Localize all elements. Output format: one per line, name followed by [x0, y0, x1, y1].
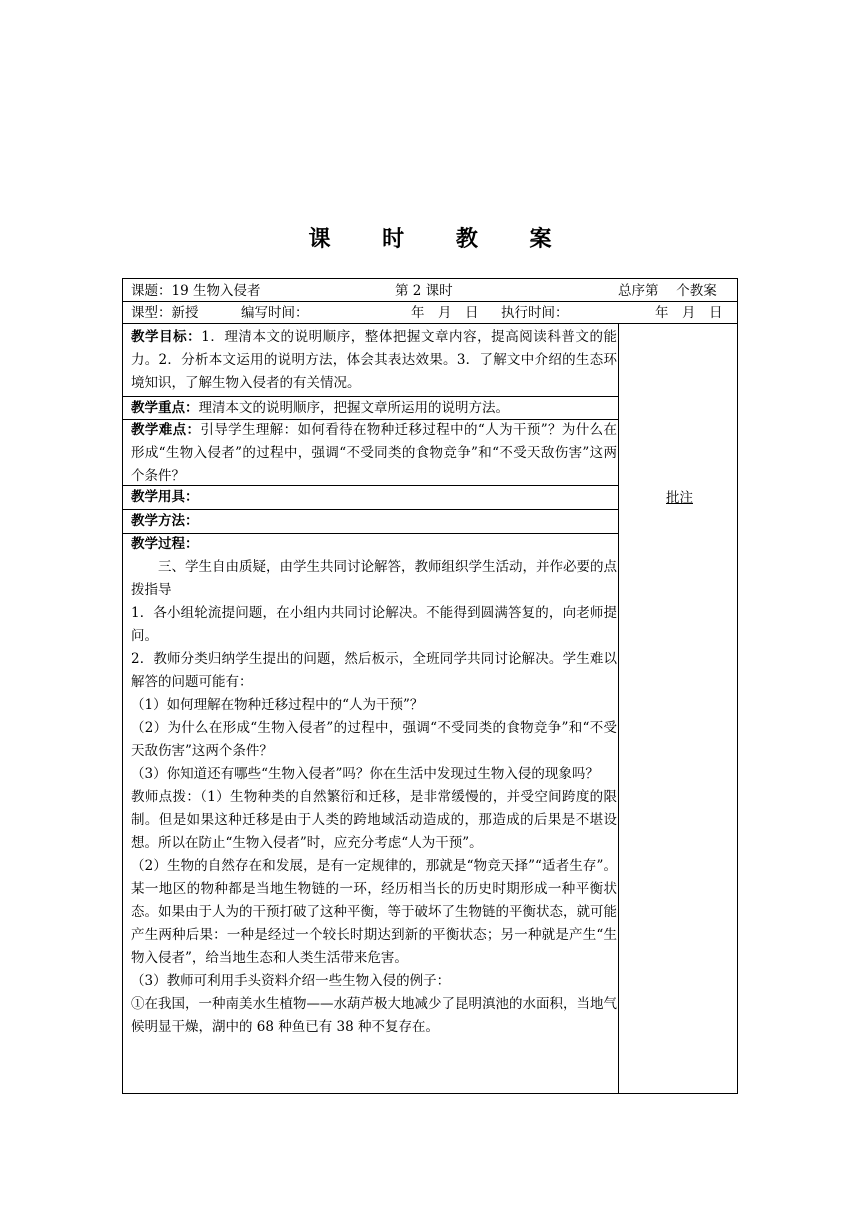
difficulties-label: 教学难点： — [131, 422, 201, 438]
topic-field: 课题：19 生物入侵者 — [131, 283, 261, 299]
page-title: 课 时 教 案 — [308, 226, 574, 252]
objectives-text: 1．理清本文的说明顺序，整体把握文章内容，提高阅读科普文的能力。2．分析本文运用的说明方法，体会其表达效果。3．了解文中介绍的生态环境知识，了解生物入侵者的有关情况。 — [131, 329, 618, 391]
difficulties-text: 引导学生理解：如何看待在物种迁移过程中的“人为干预”？为什么在形成“生物入侵者”的过程中，强调“不受同类的食物竞争”和“不受天敌伤害”这两个条件？ — [131, 422, 617, 484]
annotation-label: 批注 — [666, 490, 693, 506]
rule — [123, 323, 738, 324]
key-points-text: 理清本文的说明顺序，把握文章所运用的说明方法。 — [198, 400, 509, 416]
key-points-cell — [131, 397, 617, 420]
exec-date: 年 月 日 — [655, 305, 723, 321]
tools-label: 教学用具： — [131, 489, 199, 505]
methods-cell — [131, 510, 617, 533]
lesson-plan-table — [122, 278, 738, 1094]
process-paragraph: 教师点拨：（1）生物种类的自然繁衍和迁移，是非常缓慢的，并受空间跨度的限制。但是如果这种迁移是由于人类的跨地域活动造成的，那造成的后果是不堪设想。所以在防止“生物入侵者”时，应充分考虑“人为干预”。 — [131, 789, 617, 851]
process-paragraph: ①在我国，一种南美水生植物——水葫芦极大地减少了昆明滇池的水面积，当地气候明显干燥，湖中的 68 种鱼已有 38 种不复存在。 — [131, 996, 617, 1035]
process-paragraph: 2．教师分类归纳学生提出的问题，然后板示，全班同学共同讨论解决。学生难以解答的问题可能有： — [131, 651, 617, 690]
objectives-cell — [131, 326, 617, 395]
column-divider — [618, 323, 619, 1093]
process-paragraph: （3）教师可利用手头资料介绍一些生物入侵的例子： — [131, 973, 451, 989]
lesson-type-field: 课型：新授 — [131, 305, 199, 321]
compile-date: 年 月 日 — [411, 305, 479, 321]
exec-time-label: 执行时间： — [501, 305, 569, 321]
rule — [123, 301, 738, 302]
process-paragraph: （1）如何理解在物种迁移过程中的“人为干预”？ — [131, 697, 424, 713]
process-paragraph: 三、学生自由质疑，由学生共同讨论解答，教师组织学生活动，并作必要的点拨指导 — [131, 559, 617, 598]
lesson-number-field: 第 2 课时 — [395, 283, 453, 299]
process-cell — [131, 533, 617, 1039]
serial-number-field: 总序第 个教案 — [618, 283, 717, 299]
difficulties-cell — [131, 419, 617, 488]
process-paragraph: （3）你知道还有哪些“生物入侵者”吗？你在生活中发现过生物入侵的现象吗？ — [131, 766, 599, 782]
compile-time-label: 编写时间： — [241, 305, 309, 321]
tools-cell — [131, 486, 617, 509]
methods-label: 教学方法： — [131, 513, 199, 529]
process-paragraph: 1．各小组轮流提问题，在小组内共同讨论解决。不能得到圆满答复的，向老师提问。 — [131, 605, 617, 644]
process-label: 教学过程： — [131, 536, 199, 552]
key-points-label: 教学重点： — [131, 400, 199, 416]
process-paragraph: （2）为什么在形成“生物入侵者”的过程中，强调“不受同类的食物竞争”和“不受天敌伤害”这两个条件？ — [131, 720, 617, 759]
objectives-label: 教学目标： — [131, 329, 202, 345]
process-paragraph: （2）生物的自然存在和发展，是有一定规律的，那就是“物竞天择”“适者生存”。某一地区的物种都是当地生物链的一环，经历相当长的历史时期形成一种平衡状态。如果由于人为的干预打破了这种平衡，等于破坏了生物链的平衡状态，就可能产生两种后果：一种是经过一个较长时期达到新的平衡状态；另一种就是产生“生物入侵者”，给当地生态和人类生活带来危害。 — [131, 858, 617, 966]
